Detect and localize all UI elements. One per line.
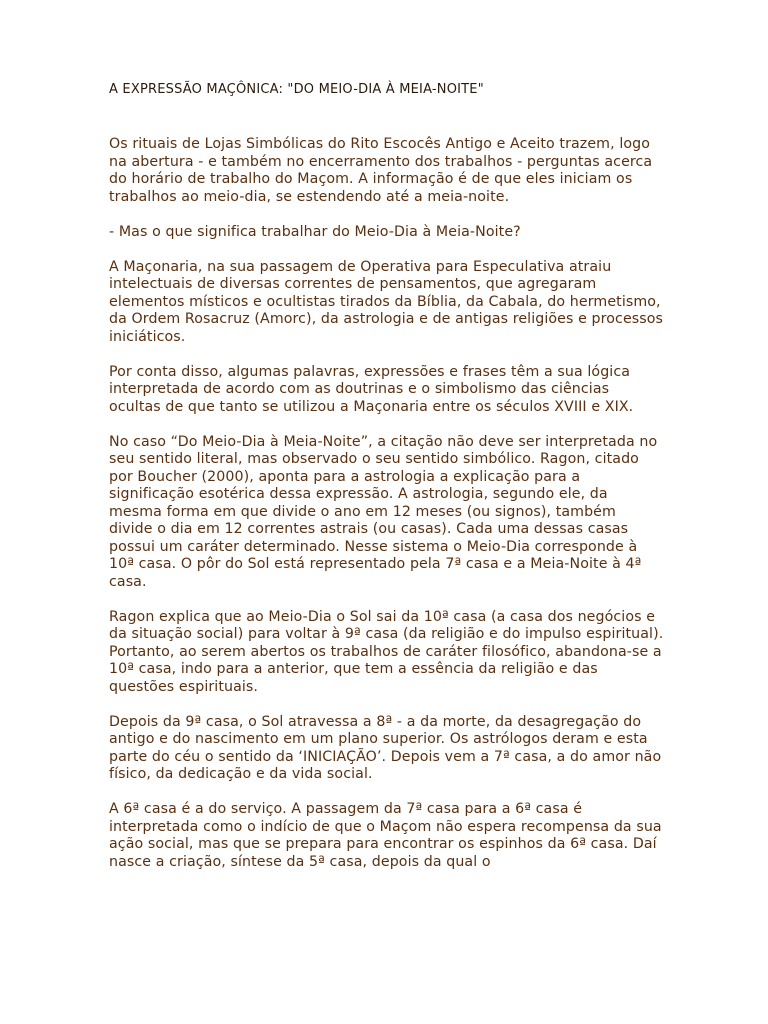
paragraph-ragon: Ragon explica que ao Meio-Dia o Sol sai da 10ª casa (a casa dos negócios e da situação social) para voltar à 9ª casa (da religião e do impulso espiritual). Portanto, ao serem abertos os trabalhos de caráter filosófico, abandona-se a 10ª casa, indo para a anterior, que tem a essência da religião e das questões espirituais. (109, 608, 664, 695)
paragraph-depois: Depois da 9ª casa, o Sol atravessa a 8ª - a da morte, da desagregação do antigo e do nascimento em um plano superior. Os astrólogos deram e esta parte do céu o sentido da ‘INICIAÇÃO’. Depois vem a 7ª casa, a do amor não físico, da dedicação e da vida social. (109, 713, 662, 782)
paragraph-sexta-casa: A 6ª casa é a do serviço. A passagem da 7ª casa para a 6ª casa é interpretada como o indício de que o Maçom não espera recompensa da sua ação social, mas que se prepara para encontrar os espinhos da 6ª casa. Daí nasce a criação, síntese da 5ª casa, depois da qual o (109, 801, 662, 870)
document-body (109, 136, 664, 889)
paragraph-intro: Os rituais de Lojas Simbólicas do Rito Escocês Antigo e Aceito trazem, logo na abertura - e também no encerramento dos trabalhos - perguntas acerca do horário de trabalho do Maçom. A informação é de que eles iniciam os trabalhos ao meio-dia, se estendendo até a meia-noite. (109, 136, 653, 205)
paragraph-no-caso: No caso “Do Meio-Dia à Meia-Noite”, a citação não deve ser interpretada no seu sentido literal, mas observado o seu sentido simbólico. Ragon, citado por Boucher (2000), aponta para a astrologia a explicação para a significação esotérica dessa expressão. A astrologia, segundo ele, da mesma forma em que divide o ano em 12 meses (ou signos), também divide o dia em 12 correntes astrais (ou casas). Cada uma dessas casas possui um caráter determinado. Nesse sistema o Meio-Dia corresponde à 10ª casa. O pôr do Sol está representado pela 7ª casa e a Meia-Noite à 4ª casa. (109, 433, 658, 590)
paragraph-maconaria: A Maçonaria, na sua passagem de Operativa para Especulativa atraiu intelectuais de diversas correntes de pensamentos, que agregaram elementos místicos e ocultistas tirados da Bíblia, da Cabala, do hermetismo, da Ordem Rosacruz (Amorc), da astrologia e de antigas religiões e processos iniciáticos. (109, 258, 664, 345)
document-title: A EXPRESSÃO MAÇÔNICA: "DO MEIO-DIA À MEIA-NOITE" (109, 82, 484, 97)
paragraph-conta-disso: Por conta disso, algumas palavras, expressões e frases têm a sua lógica interpretada de acordo com as doutrinas e o simbolismo das ciências ocultas de que tanto se utilizou a Maçonaria entre os séculos XVIII e XIX. (109, 363, 634, 415)
paragraph-question: - Mas o que significa trabalhar do Meio-Dia à Meia-Noite? (109, 223, 521, 240)
